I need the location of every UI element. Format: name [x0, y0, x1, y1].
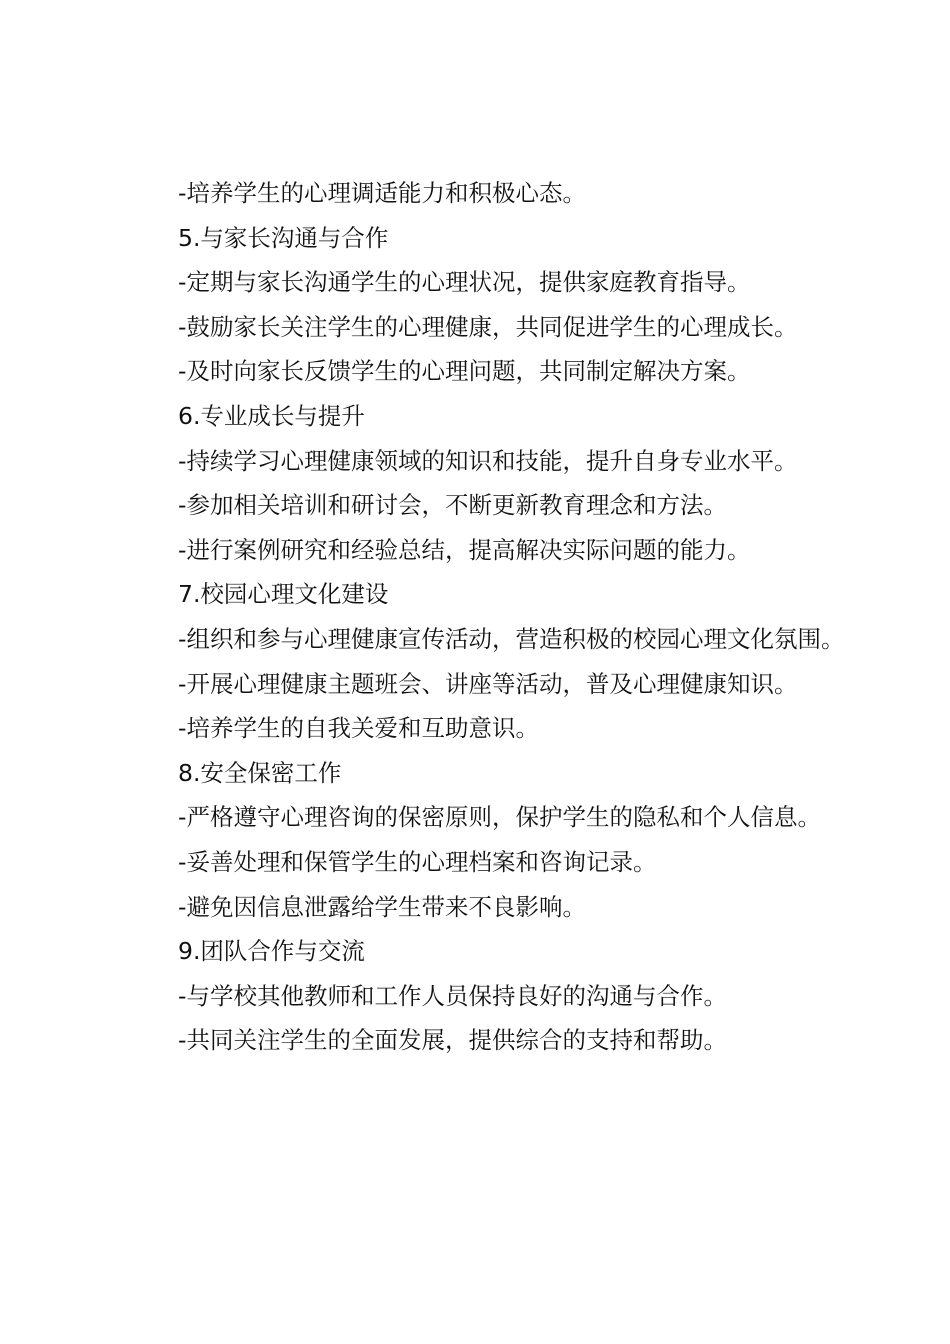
bullet-paragraph: -与学校其他教师和工作人员保持良好的沟通与合作。	[178, 981, 727, 1010]
section-heading: 5.与家长沟通与合作	[178, 223, 389, 252]
section-heading: 9.团队合作与交流	[178, 937, 365, 966]
bullet-paragraph: -参加相关培训和研讨会，不断更新教育理念和方法。	[178, 491, 727, 520]
section-heading: 7.校园心理文化建设	[178, 580, 389, 609]
bullet-paragraph: -及时向家长反馈学生的心理问题，共同制定解决方案。	[178, 357, 751, 386]
bullet-paragraph: -妥善处理和保管学生的心理档案和咨询记录。	[178, 847, 657, 876]
bullet-paragraph: -定期与家长沟通学生的心理状况，提供家庭教育指导。	[178, 268, 751, 297]
bullet-paragraph: -避免因信息泄露给学生带来不良影响。	[178, 892, 586, 921]
bullet-paragraph: -培养学生的心理调适能力和积极心态。	[178, 179, 586, 207]
bullet-paragraph: -鼓励家长关注学生的心理健康，共同促进学生的心理成长。	[178, 312, 798, 341]
bullet-paragraph: -培养学生的自我关爱和互助意识。	[178, 714, 539, 743]
bullet-paragraph: -开展心理健康主题班会、讲座等活动，普及心理健康知识。	[178, 669, 798, 698]
bullet-paragraph: -共同关注学生的全面发展，提供综合的支持和帮助。	[178, 1026, 727, 1055]
bullet-paragraph: -组织和参与心理健康宣传活动，营造积极的校园心理文化氛围。	[178, 624, 845, 653]
section-heading: 8.安全保密工作	[178, 758, 342, 787]
document-body	[126, 171, 846, 1063]
bullet-paragraph: -严格遵守心理咨询的保密原则，保护学生的隐私和个人信息。	[178, 803, 821, 832]
bullet-paragraph: -进行案例研究和经验总结，提高解决实际问题的能力。	[178, 535, 751, 564]
section-heading: 6.专业成长与提升	[178, 401, 365, 430]
bullet-paragraph: -持续学习心理健康领域的知识和技能，提升自身专业水平。	[178, 446, 798, 475]
